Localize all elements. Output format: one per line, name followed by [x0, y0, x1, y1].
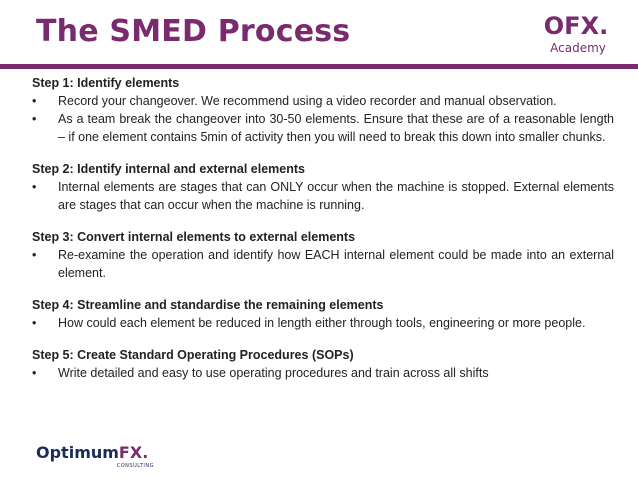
list-item: • Write detailed and easy to use operating procedures and train across all shifts	[32, 366, 489, 380]
svg-text:OptimumFX.	[36, 443, 148, 462]
logo-optimum-text: Optimum	[36, 443, 119, 462]
step-heading: Step 1: Identify elements	[32, 76, 180, 90]
steps-list	[32, 74, 614, 396]
bullet-icon: •	[32, 180, 37, 194]
logo-fx-text: FX.	[118, 443, 149, 462]
list-item: • Re-examine the operation and identify how EACH internal element could be made into an external element.	[32, 248, 614, 280]
logo-academy-text: Academy	[550, 41, 606, 55]
list-item: • As a team break the changeover into 30-50 elements. Ensure that these are of a reasonable length – if one element contains 5min of activity then you will need to break this down into smaller chunks.	[32, 112, 614, 144]
bullet-icon: •	[32, 366, 37, 380]
list-item: • Record your changeover. We recommend using a video recorder and manual observation.	[32, 94, 557, 108]
step-3	[32, 228, 614, 282]
step-5	[32, 346, 614, 382]
logo-ofx-text: OFX.	[543, 12, 609, 40]
step-heading: Step 4: Streamline and standardise the remaining elements	[32, 298, 384, 312]
bullet-icon: •	[32, 316, 37, 330]
bullet-icon: •	[32, 112, 37, 126]
bullet-icon: •	[32, 94, 37, 108]
step-1	[32, 74, 614, 146]
title-divider	[0, 64, 638, 69]
optimumfx-consulting-logo	[36, 440, 156, 470]
step-heading: Step 5: Create Standard Operating Procedures (SOPs)	[32, 348, 354, 362]
page-title: The SMED Process	[36, 14, 351, 49]
list-item: • Internal elements are stages that can ONLY occur when the machine is stopped. External elements are stages that can occur when the machine is running.	[32, 180, 614, 212]
step-heading: Step 3: Convert internal elements to external elements	[32, 230, 356, 244]
list-item: • How could each element be reduced in length either through tools, engineering or more people.	[32, 316, 586, 330]
step-4	[32, 296, 614, 332]
bullet-icon: •	[32, 248, 37, 262]
step-2	[32, 160, 614, 214]
logo-consulting-text: CONSULTING	[116, 463, 154, 469]
ofx-academy-logo	[536, 6, 616, 58]
step-heading: Step 2: Identify internal and external elements	[32, 162, 305, 176]
